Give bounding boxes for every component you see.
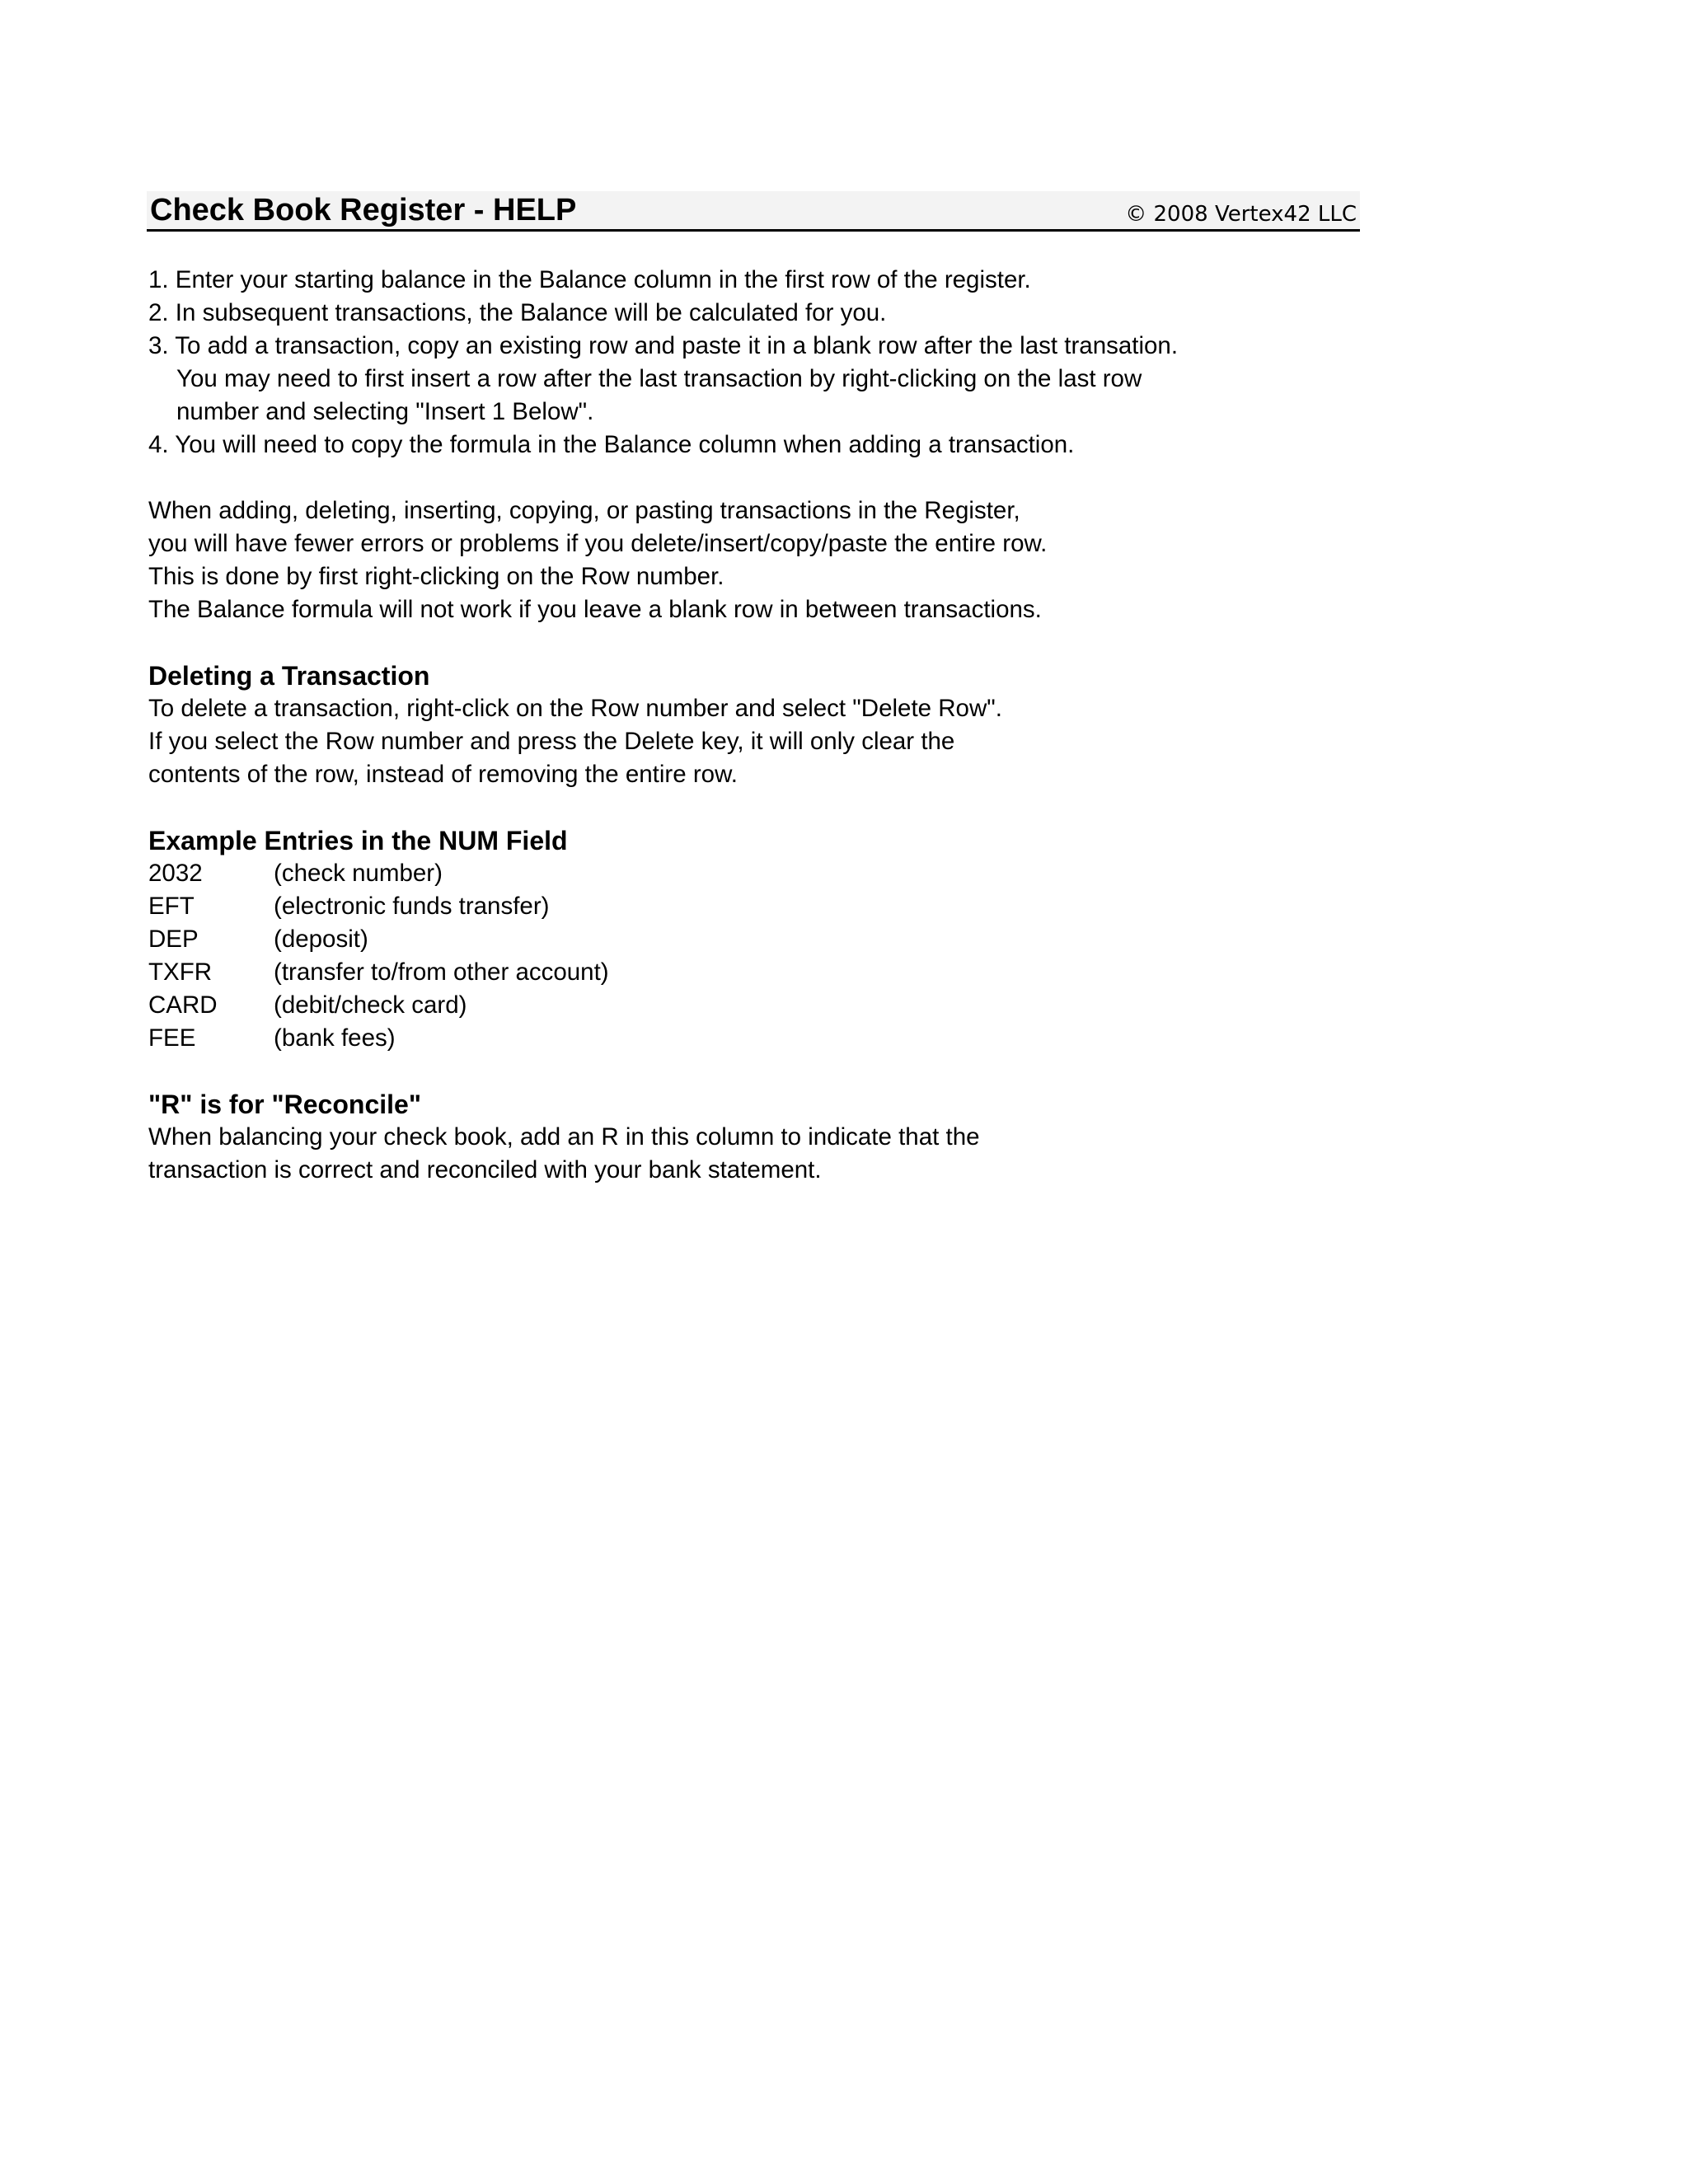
deleting-line: If you select the Row number and press the Delete key, it will only clear the: [148, 728, 955, 755]
num-entry: [148, 956, 1385, 989]
num-description: (bank fees): [274, 1024, 396, 1052]
num-description: (check number): [274, 860, 443, 887]
num-entry: [148, 923, 1385, 956]
instructions-list: [148, 264, 1385, 462]
step-4: 4. You will need to copy the formula in the Balance column when adding a transaction.: [148, 431, 1075, 458]
deleting-line: contents of the row, instead of removing the entire row.: [148, 761, 738, 788]
num-description: (deposit): [274, 926, 368, 953]
note-line: When adding, deleting, inserting, copying, or pasting transactions in the Register,: [148, 497, 1020, 524]
num-description: (transfer to/from other account): [274, 958, 609, 986]
spacer: [148, 462, 1385, 494]
num-entry: [148, 989, 1385, 1022]
num-description: (debit/check card): [274, 991, 467, 1019]
title-bar: [147, 191, 1360, 232]
page-title: Check Book Register - HELP: [150, 193, 577, 227]
note-line: This is done by first right-clicking on the Row number.: [148, 563, 724, 590]
num-code: TXFR: [148, 958, 213, 986]
deleting-section: [148, 659, 1385, 791]
note-line: you will have fewer errors or problems if you delete/insert/copy/paste the entire row.: [148, 530, 1048, 557]
notes-section: [148, 494, 1385, 626]
copyright-notice: © 2008 Vertex42 LLC: [1125, 202, 1357, 227]
reconcile-line: transaction is correct and reconciled with your bank statement.: [148, 1156, 822, 1183]
num-code: DEP: [148, 926, 199, 953]
spacer: [148, 791, 1385, 824]
num-code: EFT: [148, 893, 195, 920]
reconcile-line: When balancing your check book, add an R in this column to indicate that the: [148, 1123, 980, 1151]
reconcile-section: [148, 1088, 1385, 1187]
num-code: 2032: [148, 860, 203, 887]
num-field-section: [148, 824, 1385, 1055]
spacer: [148, 626, 1385, 659]
section-heading-deleting: Deleting a Transaction: [148, 661, 430, 691]
step-3-continued: You may need to first insert a row after the last transaction by right-clicking on the last row: [176, 365, 1142, 392]
num-entry: [148, 890, 1385, 923]
step-3-continued: number and selecting "Insert 1 Below".: [176, 398, 594, 425]
step-2: 2. In subsequent transactions, the Balance will be calculated for you.: [148, 299, 887, 326]
deleting-line: To delete a transaction, right-click on the Row number and select "Delete Row".: [148, 695, 1002, 722]
num-entry: [148, 1022, 1385, 1055]
section-heading-reconcile: "R" is for "Reconcile": [148, 1090, 421, 1119]
note-line: The Balance formula will not work if you leave a blank row in between transactions.: [148, 596, 1042, 623]
num-code: CARD: [148, 991, 218, 1019]
section-heading-num-field: Example Entries in the NUM Field: [148, 826, 568, 855]
step-3: 3. To add a transaction, copy an existing row and paste it in a blank row after the last transation.: [148, 332, 1179, 359]
step-1: 1. Enter your starting balance in the Balance column in the first row of the register.: [148, 266, 1031, 293]
num-entry: [148, 857, 1385, 890]
spacer: [148, 1055, 1385, 1088]
num-description: (electronic funds transfer): [274, 893, 550, 920]
help-content: [148, 264, 1385, 1187]
num-code: FEE: [148, 1024, 196, 1052]
